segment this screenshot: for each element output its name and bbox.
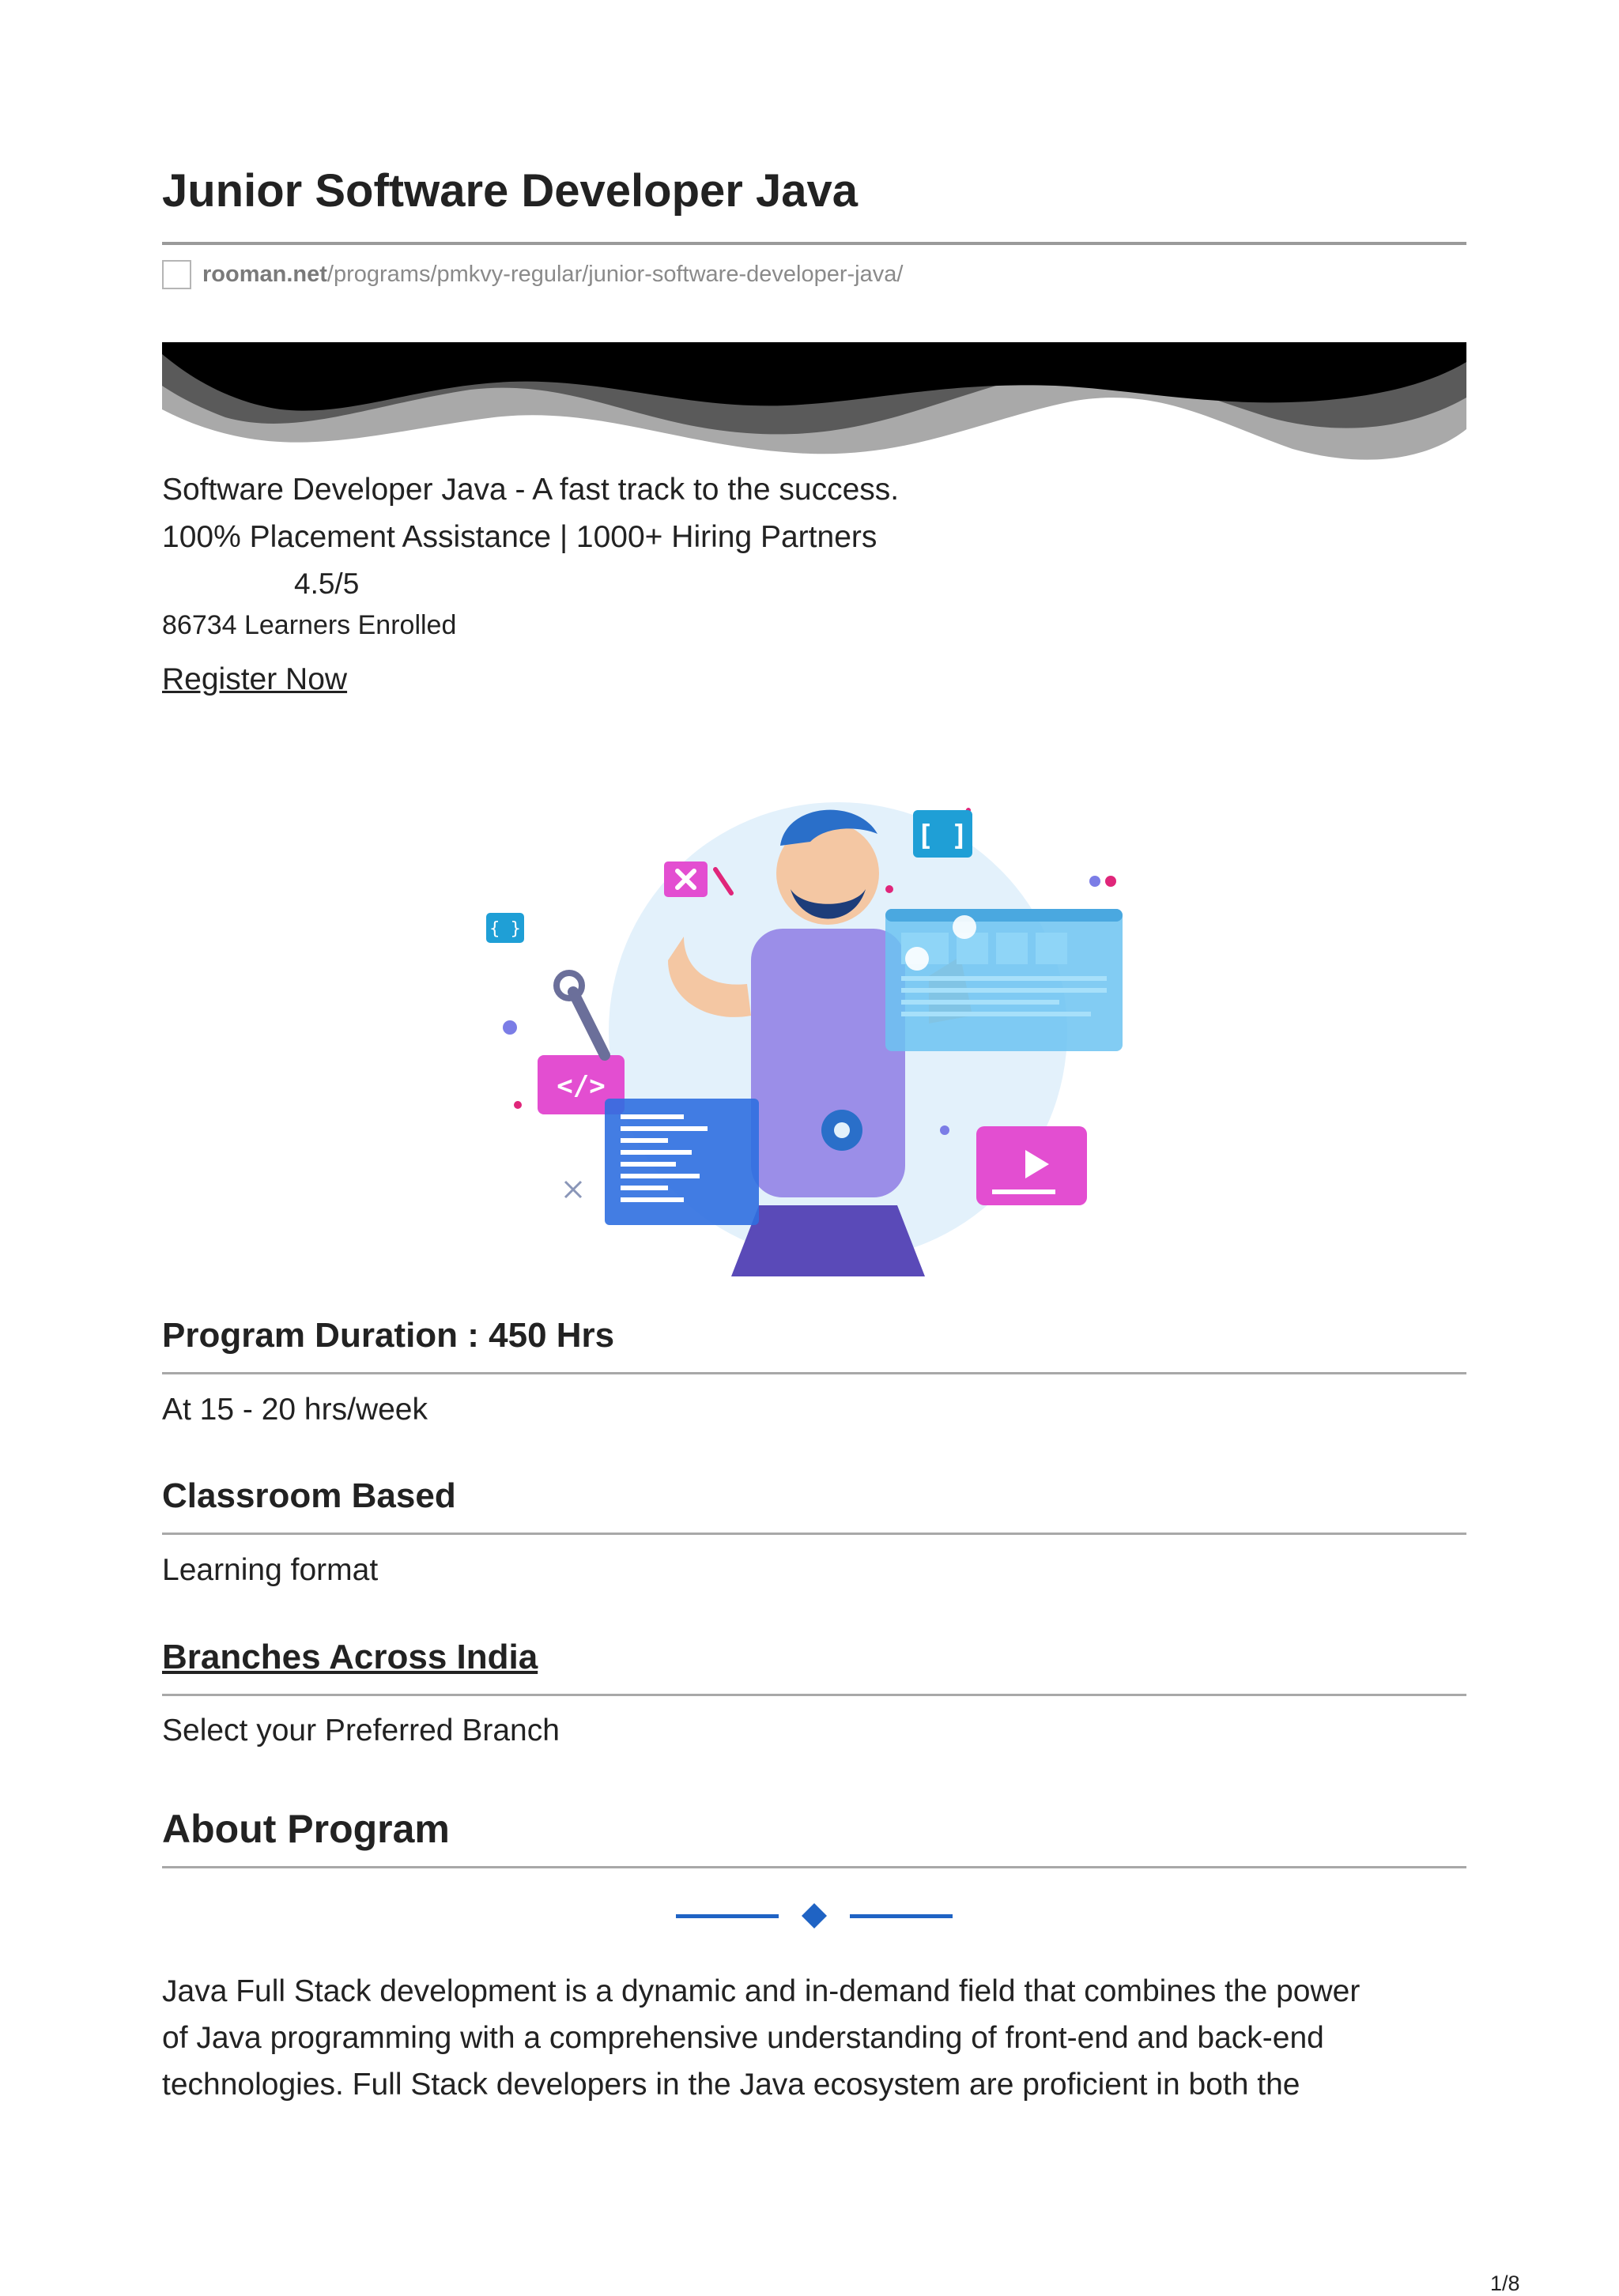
paragraph-line: technologies. Full Stack developers in the Java ecosystem are proficient in both the: [162, 2068, 1300, 2102]
diamond-divider: [676, 1900, 953, 1932]
url-domain: rooman.net: [202, 261, 327, 287]
branches-link[interactable]: Branches Across India: [162, 1638, 538, 1676]
section-rule: [162, 1694, 1466, 1696]
tagline-primary: Software Developer Java - A fast track to the success.: [162, 473, 900, 507]
register-now-link[interactable]: Register Now: [162, 662, 348, 696]
section-rule: [162, 1533, 1466, 1535]
svg-text:{ }: { }: [489, 919, 521, 939]
source-url: [162, 258, 903, 291]
braces-icon: [486, 913, 524, 943]
title-rule: [162, 242, 1466, 245]
svg-text:[ ]: [ ]: [916, 820, 968, 852]
developer-illustration: [486, 779, 1142, 1276]
learners-count: 86734 Learners Enrolled: [162, 610, 457, 640]
play-icon: [976, 1126, 1087, 1205]
section-title-duration: Program Duration : 450 Hrs: [162, 1316, 615, 1355]
brackets-icon: [913, 810, 972, 858]
section-rule: [162, 1372, 1466, 1374]
page-number: 1/8: [1490, 2271, 1520, 2295]
svg-text:</>: </>: [557, 1070, 606, 1102]
browser-window-panel: [885, 909, 1123, 1051]
favicon-placeholder-icon: [162, 260, 191, 289]
section-title-format: Classroom Based: [162, 1476, 456, 1515]
diamond-icon: [802, 1903, 827, 1928]
gear-icon: [821, 1110, 862, 1151]
wave-banner: [162, 342, 1466, 461]
about-paragraph: [162, 1968, 1466, 2108]
wrench-icon: [557, 973, 605, 1055]
code-panel: [605, 1099, 759, 1225]
section-subtitle-branches: Select your Preferred Branch: [162, 1714, 560, 1747]
section-subtitle-format: Learning format: [162, 1553, 379, 1587]
about-program-title: About Program: [162, 1807, 450, 1851]
rating-value: 4.5/5: [294, 567, 360, 600]
page-title: Junior Software Developer Java: [162, 165, 858, 217]
tagline-secondary: 100% Placement Assistance | 1000+ Hiring Partners: [162, 520, 877, 554]
paragraph-line: of Java programming with a comprehensive understanding of front-end and back-end: [162, 2021, 1324, 2055]
paragraph-line: Java Full Stack development is a dynamic and in-demand field that combines the power: [162, 1974, 1360, 2008]
close-icon: [664, 861, 708, 897]
url-path: /programs/pmkvy-regular/junior-software-developer-java/: [326, 261, 904, 287]
section-rule: [162, 1866, 1466, 1868]
section-subtitle-duration: At 15 - 20 hrs/week: [162, 1393, 428, 1427]
